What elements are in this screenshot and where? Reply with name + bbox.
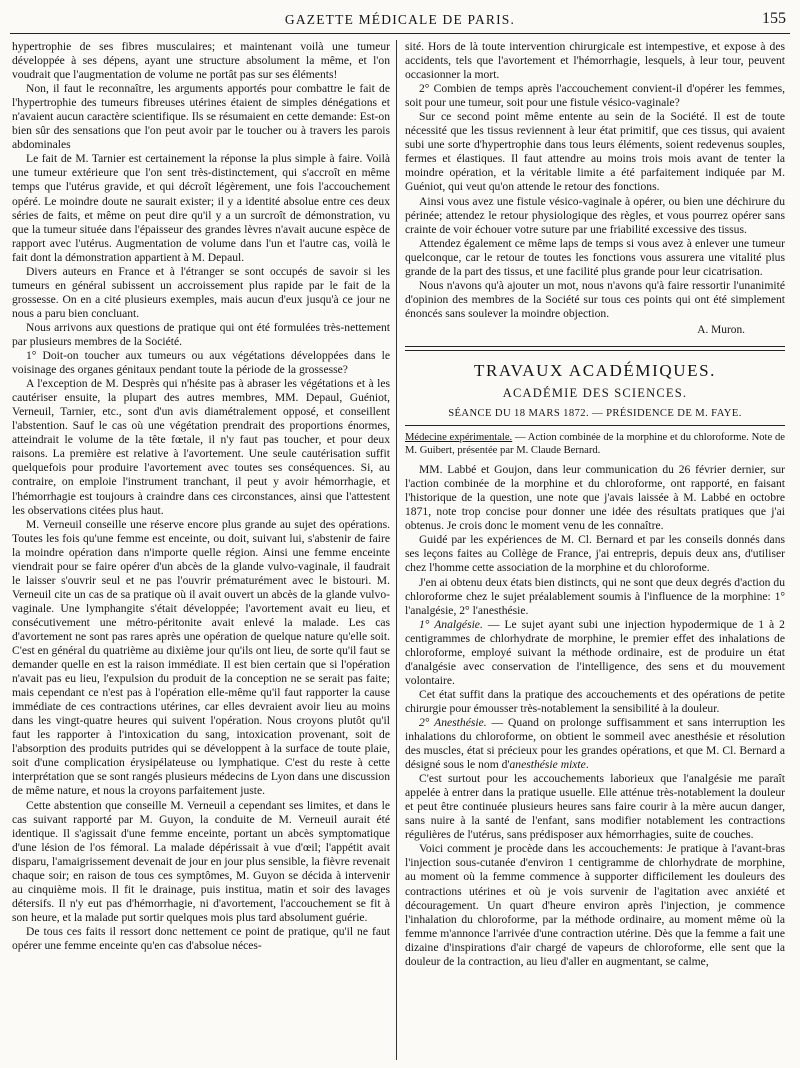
- right-column: [405, 40, 785, 1064]
- author-signature: A. Muron.: [697, 323, 745, 336]
- section-separator: [405, 346, 785, 351]
- paragraph: Nous arrivons aux questions de pratique qui ont été formulées très-nettement par plusieurs membres de la Société.: [12, 320, 390, 348]
- rubric-category: Médecine expérimentale.: [405, 431, 513, 443]
- paragraph: Sur ce second point même entente au sein de la Société. Il est de toute nécessité que les tissus reviennent à leur état primitif, que ces tissus, qui avaient subi une sorte d'hypertrophie dans tous leurs éléments, soient redevenus souples, fermes et élastiques. Il faut attendre au moins trois mois avant de tenter la moindre opération, et la véritable limite a été parfaitement indiquée par M. Guéniot, qui veut qu'on attende le retour des fonctions.: [405, 110, 785, 194]
- paragraph: Cette abstention que conseille M. Verneuil a cependant ses limites, et dans le cas suivant rapporté par M. Guyon, la conduite de M. Verneuil aurait été identique. Il s'agissait d'une femme enceinte, portant un abcès symptomatique d'une lésion de l'os fémoral. La malade dépérissait à vue d'œil; l'appétit avait disparu, l'amaigrissement devenait de jour en jour plus sensible, la fièvre revenait chaque soir; en raison de tous ces symptômes, M. Guyon se décida à intervenir au cinquième mois. Il fit le drainage, puis institua, matin et soir des lavages détersifs. Il n'y eut pas d'hémorrhagie, ni d'avortement, l'accouchement se fit à son heure, et la malade put sortir quelques mois plus tard absolument guérie.: [12, 798, 390, 924]
- paragraph: Le fait de M. Tarnier est certainement la réponse la plus simple à faire. Voilà une tumeur extérieure que l'on sent très-distinctement, qui s'accroît en même temps que l'utérus gravide, et qui décroît légèrement, une fois l'accouchement opéré. Le moindre doute ne saurait exister; il y a identité absolue entre ces deux séries de faits, et même on peut dire qu'il y a un surcroît de démonstration, vu que la tumeur située dans l'épaisseur des grandes lèvres n'avait aucune espèce de rapport avec l'utérus. Augmentation de volume dans l'un et l'autre cas, voilà le fait dont la démonstration appartient à M. Depaul.: [12, 152, 390, 264]
- analgesia-paragraph: [405, 618, 785, 688]
- question-heading: 2° Combien de temps après l'accouchement convient-il d'opérer les femmes, soit pour une tumeur, soit pour une fistule vésico-vaginale?: [405, 82, 785, 110]
- running-head: [10, 8, 790, 34]
- column-divider: [396, 40, 397, 1060]
- paragraph: hypertrophie de ses fibres musculaires; et maintenant voilà une tumeur développée à ses dépens, ayant une structure absolument la même, et l'on voudrait que l'augmentation de volume ne portât pas sur ses éléments!: [12, 40, 390, 82]
- anesthesia-text: — Quand on prolonge suffisamment et sans interruption les inhalations du chloroforme, on obtient le sommeil avec anesthésie et résolution des muscles, état si précieux pour les grandes opérations, et que M. Cl. Bernard a désigné sous le nom d': [405, 715, 785, 772]
- paragraph: Attendez également ce même laps de temps si vous avez à enlever une tumeur quelconque, car le retour de toutes les fonctions vous assurera une vitalité plus grande de la part des tissus, et une facilité plus grande pour leur cicatrisation.: [405, 236, 785, 278]
- anesthesia-end: .: [585, 758, 589, 772]
- anesthesia-paragraph: [405, 716, 785, 772]
- paragraph: MM. Labbé et Goujon, dans leur communication du 26 février dernier, sur l'action combinée de la morphine et du chloroforme, ont rapporté, en faisant l'historique de la question, une note que j'avais laissée à M. Labbé en octobre 1871, note trop concise pour donner une idée des résultats pratiques que j'ai obtenus. Je crois donc le moment venu de les connaître.: [405, 463, 785, 533]
- rubric-title: — Action combinée de la morphine et du chloroforme. Note de M. Guibert, présentée par M. Claude Bernard.: [405, 431, 785, 456]
- journal-title: GAZETTE MÉDICALE DE PARIS.: [284, 12, 516, 27]
- paragraph: M. Verneuil conseille une réserve encore plus grande au sujet des opérations. Toutes les fois qu'une femme est enceinte, ou doit, suivant lui, s'abstenir de faire la moindre opération dans n'importe quelle région. Ainsi une femme enceinte viendrait pour se faire opérer d'un abcès de la glande vulvo-vaginale, il faudrait le laisser s'ouvrir seul et ne pas l'ouvrir prématurément avec le bistouri. M. Verneuil cite un cas de sa pratique où il avait ouvert un abcès de la glande vulvo-vaginale. Une lymphangite s'était développée; l'avortement avait eu lieu, et consécutivement une métro-péritonite avait enlevé la malade. Les cas d'avortement ne sont pas rares après une opération de quelque nature qu'elle soit. C'est en général du quatrième au dixième jour qu'ils ont lieu, de sorte qu'il faut se demander quelle en est la raison immédiate. Il est bien certain que si l'opération n'avait pas eu lieu, l'expulsion du produit de la conception ne se serait pas faite; mais cependant ce n'est pas à l'opération elle-même qu'il faut rapporter la cause immédiate de ces contractions utérines, car elles devraient avoir lieu au moins dans les vingt-quatre heures qui suivent l'opération. Nous croyons plutôt qu'il faut les rapporter à l'intoxication du sang, intoxication provenant, soit de l'absorption des produits putrides qui se développent à la surface de toute plaie, soit d'une complication érysipélateuse ou lymphatique. C'est du reste à cette interprétation que se sont rangés plusieurs médecins de Lyon dans une discussion de même nature, et nous la croyons parfaitement juste.: [12, 517, 390, 798]
- paragraph: Cet état suffit dans la pratique des accouchements et des opérations de petite chirurgie pour émousser très-notablement la sensibilité à la douleur.: [405, 687, 785, 715]
- session-rule: [405, 425, 785, 426]
- left-column: [12, 40, 390, 1064]
- academy-title: ACADÉMIE DES SCIENCES.: [502, 385, 688, 400]
- session-line: SÉANCE DU 18 MARS 1872. — PRÉSIDENCE DE M. FAYE.: [448, 407, 742, 419]
- analgesia-label: 1° Analgésie.: [419, 617, 483, 631]
- page-number: 155: [762, 10, 786, 27]
- section-title: TRAVAUX ACADÉMIQUES.: [473, 360, 716, 380]
- anesthesia-term: anesthésie mixte: [509, 758, 586, 772]
- anesthesia-label: 2° Anesthésie.: [419, 715, 487, 729]
- paragraph: De tous ces faits il ressort donc nettement ce point de pratique, qu'il ne faut opérer une femme enceinte qu'en cas d'absolue néces-: [12, 924, 390, 952]
- paragraph: Nous n'avons qu'à ajouter un mot, nous n'avons qu'à faire ressortir l'unanimité d'opinion des membres de la Société sur tous ces points qui ont été simplement énoncés sans soulever la moindre objection.: [405, 278, 785, 320]
- paragraph: C'est surtout pour les accouchements laborieux que l'analgésie me paraît appelée à entrer dans la pratique usuelle. Elle atténue très-notablement la douleur et peut être continuée plusieurs heures sans faire courir à la mère aucun danger, sans nuire à la santé de l'enfant, sans modifier notablement les contractions régulières de l'utérus, sans prédisposer aux hémorrhagies, suite de couches.: [405, 772, 785, 842]
- paragraph: Divers auteurs en France et à l'étranger se sont occupés de savoir si les tumeurs en général subissent un accroissement plus rapide par le fait de la grossesse. On en a cité plusieurs exemples, mais aucun d'eux jusqu'à ce jour ne nous a paru bien concluant.: [12, 264, 390, 320]
- paragraph: Guidé par les expériences de M. Cl. Bernard et par les conseils donnés dans ses leçons faites au Collège de France, j'ai entrepris, depuis deux ans, d'utiliser chez l'homme cette association de la morphine et du chloroforme.: [405, 533, 785, 575]
- paragraph: J'en ai obtenu deux états bien distincts, qui ne sont que deux degrés d'action du chloroforme chez le sujet préalablement soumis à l'influence de la morphine: 1° l'analgésie, 2° l'anesthésie.: [405, 575, 785, 617]
- analgesia-text: — Le sujet ayant subi une injection hypodermique de 1 à 2 centigrammes de chlorhydrate de morphine, le premier effet des inhalations de chloroforme, employé suivant la méthode ordinaire, est de produire un état d'analgésie avec conservation de l'intelligence, des sens et du mouvement volontaire.: [405, 617, 785, 687]
- paragraph: sité. Hors de là toute intervention chirurgicale est intempestive, et expose à des accidents, tels que l'avortement et l'hémorrhagie, lesquels, à leur tour, peuvent occasionner la mort.: [405, 40, 785, 82]
- paragraph: Voici comment je procède dans les accouchements: Je pratique à l'avant-bras l'injection sous-cutanée d'environ 1 centigramme de chlorhydrate de morphine, au moment où la femme commence à supporter difficilement les douleurs des contractions utérines et où je vois survenir de l'agitation avec anxiété et découragement. Un quart d'heure environ après l'injection, je commence l'inhalation du chloroforme, par la méthode ordinaire, au moment même où la femme m'annonce l'arrivée d'une contraction utérine. Dès que la femme a fait une dizaine d'inspirations d'air chargé de vapeurs de chloroforme, elle sent que la douleur de la contraction, au lieu d'aller en augmentant, se calme,: [405, 842, 785, 968]
- paragraph: Ainsi vous avez une fistule vésico-vaginale à opérer, ou bien une déchirure du périnée; attendez le retour physiologique des règles, et vous pourrez opérer sans crainte de voir échouer votre suture par une friabilité excessive des tissus.: [405, 194, 785, 236]
- question-heading: 1° Doit-on toucher aux tumeurs ou aux végétations développées dans le voisinage des organes génitaux pendant toute la période de la grossesse?: [12, 349, 390, 377]
- paragraph: A l'exception de M. Desprès qui n'hésite pas à abraser les végétations et à les cautériser ensuite, la plupart des autres membres, MM. Depaul, Guéniot, Verneuil, Tarnier, etc., sont d'un avis diamétralement opposé, et conseillent l'abstention. Sauf le cas où une végétation prendrait des proportions énormes, atteindrait le volume de la tête fœtale, il n'y faut pas toucher, et pour deux raisons. La première est relative à l'avortement. Une seule cautérisation suffit quelquefois pour produire l'avortement avec toutes ses conséquences. Si, au contraire, on emploie l'instrument tranchant, il peut y avoir hémorrhagie, et l'hémorrhagie est toujours à craindre dans ces circonstances, ainsi que l'attestent les observations citées plus haut.: [12, 377, 390, 517]
- article-rubric: [405, 432, 785, 457]
- paragraph: Non, il faut le reconnaître, les arguments apportés pour combattre le fait de l'hypertrophie des tumeurs fibreuses utérines étaient de simples dénégations et n'avaient aucun caractère scientifique. Ils se résumaient en cette demande: Est-on bien sûr des sensations que l'on peut avoir par le toucher ou à travers les parois abdominales: [12, 82, 390, 152]
